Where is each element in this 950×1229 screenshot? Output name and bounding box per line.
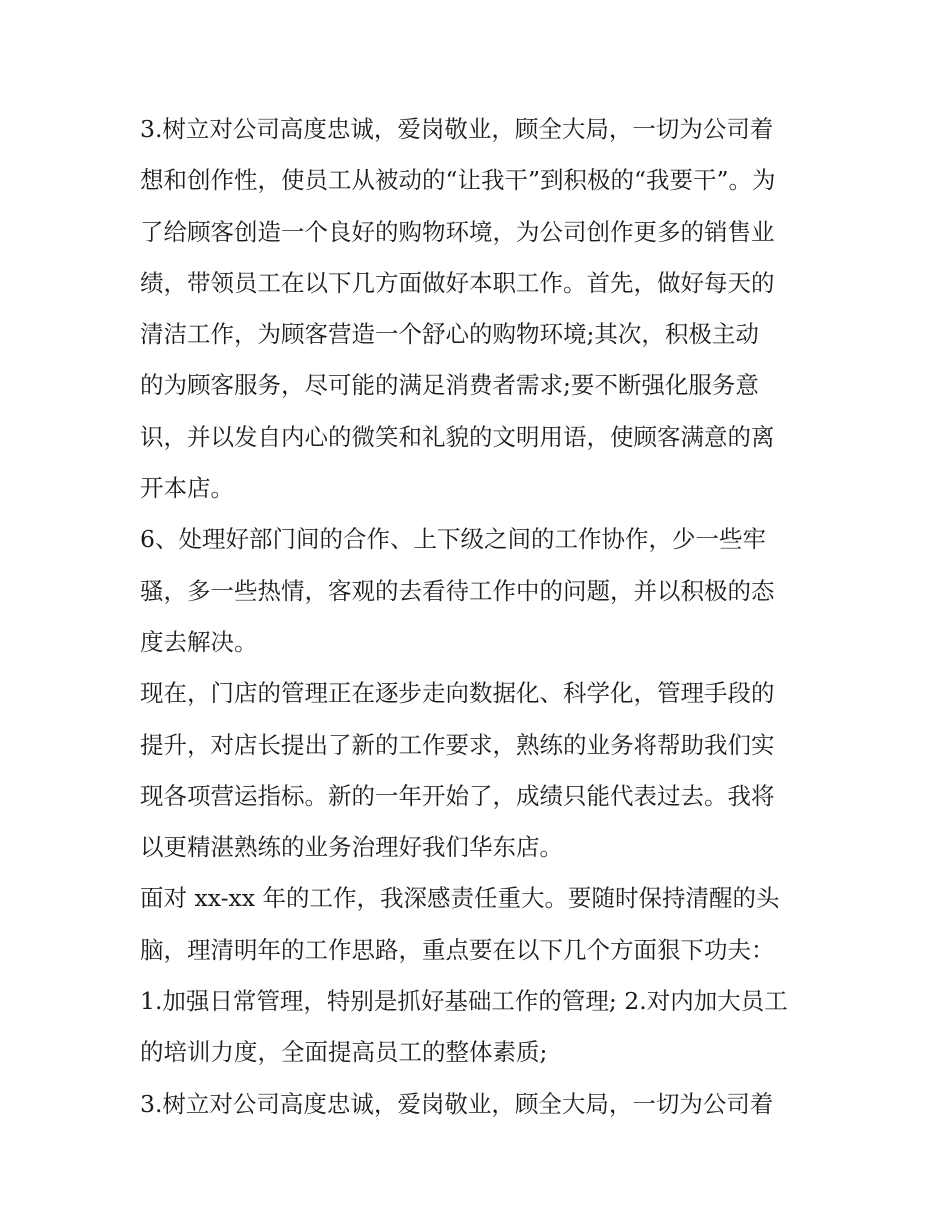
text-line: 1.加强日常管理，特别是抓好基础工作的管理; 2.对内加大员工 <box>140 987 788 1016</box>
text-line: 的为顾客服务，尽可能的满足消费者需求;要不断强化服务意 <box>140 371 759 400</box>
text-line: 3.树立对公司高度忠诚，爱岗敬业，顾全大局，一切为公司着 <box>140 115 774 143</box>
text-line: 面对 xx-xx 年的工作，我深感责任重大。要随时保持清醒的头 <box>140 884 780 913</box>
text-line: 识，并以发自内心的微笑和礼貌的文明用语，使顾客满意的离 <box>140 422 775 451</box>
text-line: 骚，多一些热情，客观的去看待工作中的问题，并以积极的态 <box>140 576 775 605</box>
text-line: 6、处理好部门间的合作、上下级之间的工作协作，少一些牢 <box>140 525 766 554</box>
text-line: 3.树立对公司高度忠诚，爱岗敬业，顾全大局，一切为公司着 <box>140 1089 774 1118</box>
paragraph-1 <box>140 104 820 514</box>
text-line: 提升，对店长提出了新的工作要求，熟练的业务将帮助我们实 <box>140 730 775 759</box>
text-line: 清洁工作，为顾客营造一个舒心的购物环境;其次，积极主动 <box>140 320 759 349</box>
text-line: 了给顾客创造一个良好的购物环境，为公司创作更多的销售业 <box>140 217 775 246</box>
text-line: 的培训力度，全面提高员工的整体素质; <box>140 1038 548 1067</box>
text-line: 开本店。 <box>140 474 234 503</box>
paragraph-4 <box>140 873 820 1078</box>
text-line: 度去解决。 <box>140 627 258 656</box>
text-line: 绩，带领员工在以下几方面做好本职工作。首先，做好每天的 <box>140 268 775 297</box>
text-line: 现各项营运指标。新的一年开始了，成绩只能代表过去。我将 <box>140 781 775 810</box>
paragraph-3 <box>140 668 820 873</box>
paragraph-2 <box>140 514 820 668</box>
text-line: 现在，门店的管理正在逐步走向数据化、科学化，管理手段的 <box>140 679 775 708</box>
document-body <box>140 104 820 1130</box>
text-line: 脑，理清明年的工作思路，重点要在以下几个方面狠下功夫： <box>140 935 775 964</box>
text-line: 想和创作性，使员工从被动的“让我干”到积极的“我要干”。为 <box>140 166 776 195</box>
text-line: 以更精湛熟练的业务治理好我们华东店。 <box>140 833 563 862</box>
paragraph-5 <box>140 1079 820 1130</box>
